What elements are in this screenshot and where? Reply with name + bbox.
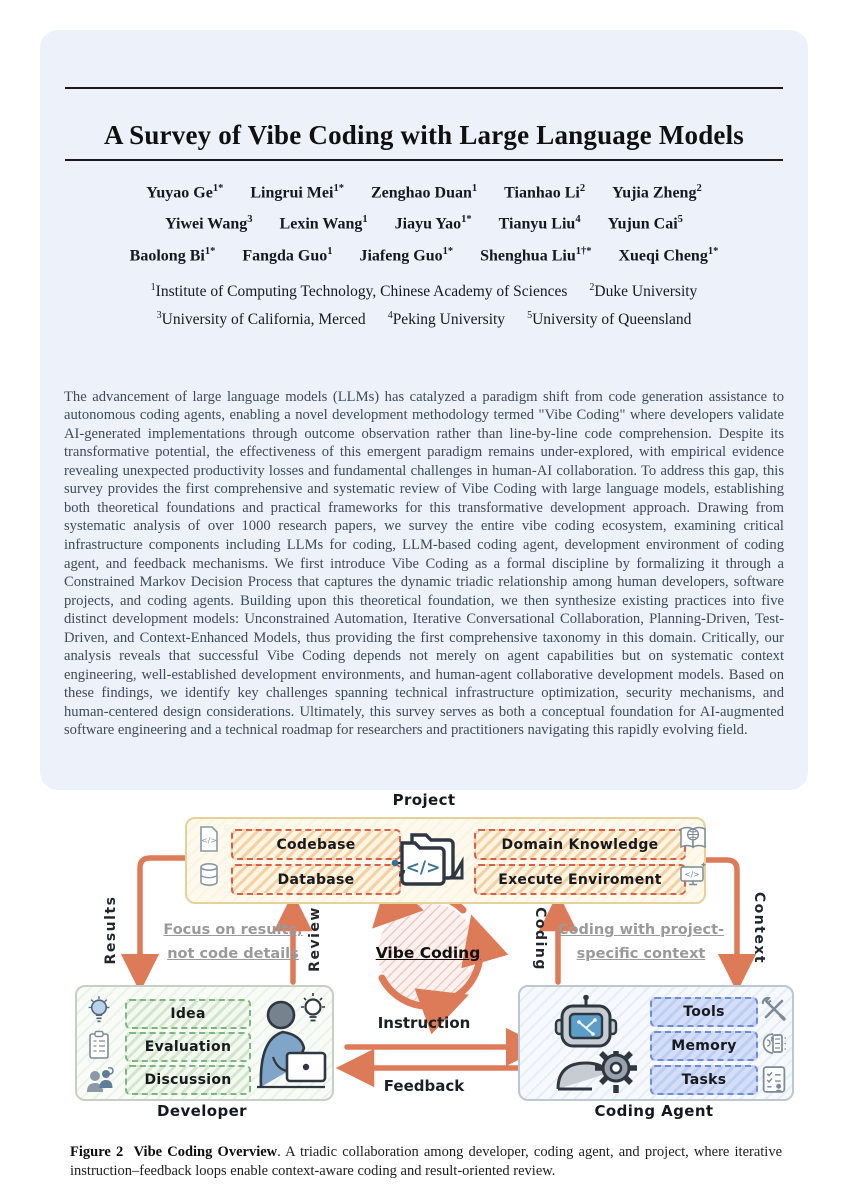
author: Tianhao Li$^2$: [504, 183, 586, 202]
author-row: [40, 246, 808, 265]
discussion-item: Discussion: [125, 1065, 251, 1095]
figure-caption-text: . A triadic collaboration among developer, coding agent, and project, where iterative instruction–feedback loops enable context-aware coding and result-oriented review.: [70, 1143, 783, 1179]
developer-panel: [75, 985, 334, 1101]
svg-text:</>: </>: [684, 870, 700, 879]
evaluation-item: Evaluation: [125, 1032, 251, 1062]
monitor-code-icon: [679, 861, 707, 892]
developer-label: Developer: [157, 1102, 247, 1120]
tasks-item: Tasks: [650, 1065, 758, 1095]
abstract-text: The advancement of large language models (LLMs) has catalyzed a paradigm shift from code generation assistance to autonomous coding agents, enabling a novel development methodology termed "Vibe Coding" where developers validate AI-generated implementations through outcome observation rather than line-by-line code comprehension. Despite its transformative potential, the effectiveness of this emergent paradigm remains under-explored, with empirical evidence revealing unexpected productivity losses and fundamental challenges in human-AI collaboration. To address this gap, this survey provides the first comprehensive and systematic review of Vibe Coding with large language models, establishing both theoretical foundations and practical frameworks for this transformative development approach. Drawing from systematic analysis of over 1000 research papers, we survey the entire vibe coding ecosystem, examining critical infrastructure components including LLMs for coding, LLM-based coding agent, development environment of coding agent, and feedback mechanisms. We first introduce Vibe Coding as a formal discipline by formalizing it through a Constrained Markov Decision Process that captures the dynamic triadic relationship among human developers, software projects, and coding agents. Building upon this theoretical foundation, we then synthesize existing practices into five distinct development models: Unconstrained Automation, Iterative Conversational Collaboration, Planning-Driven, Test-Driven, and Context-Enhanced Models, thus providing the first comprehensive taxonomy in this domain. Critically, our analysis reveals that successful Vibe Coding depends not merely on agent capabilities but on systematic context engineering, well-established development environments, and human-agent collaborative development models. Based on these findings, we identify key challenges spanning technical infrastructure optimization, security mechanisms, and human-centered design considerations. Ultimately, this survey serves as both a conceptual foundation for AI-augmented software engineering and a technical roadmap for researchers and practitioners navigating this rapidly evolving field.: [64, 388, 784, 739]
title-rule-bottom: [65, 159, 783, 161]
author: Jiafeng Guo$^{1*}$: [359, 245, 454, 264]
memory-item: Memory: [650, 1031, 758, 1061]
author: Shenghua Liu$^{1\dagger*}$: [480, 245, 592, 264]
project-panel: [185, 817, 706, 904]
idea-item: Idea: [125, 999, 251, 1029]
developer-avatar-icon: [253, 991, 329, 1099]
author: Fangda Guo$^1$: [242, 245, 333, 264]
affiliation: $^4$Peking University: [387, 310, 506, 329]
database-icon: [197, 861, 221, 893]
author-list: [40, 183, 808, 277]
coding-agent-label: Coding Agent: [594, 1102, 714, 1120]
title-rule-top: [65, 87, 783, 89]
domain-knowledge-item: Domain Knowledge: [474, 829, 686, 860]
figure-caption-title: Vibe Coding Overview: [133, 1143, 278, 1160]
affiliation: $^5$University of Queensland: [527, 310, 692, 329]
author-row: [40, 214, 808, 233]
author: Yujun Cai$^5$: [607, 214, 683, 233]
author: Tianyu Liu$^4$: [498, 214, 581, 233]
svg-text:</>: </>: [200, 836, 218, 845]
results-arrow-label: Results: [103, 895, 119, 965]
clipboard-icon: [86, 1030, 112, 1064]
book-globe-icon: [679, 824, 707, 855]
tools-icon: [760, 995, 787, 1026]
author: Yujia Zheng$^2$: [612, 183, 702, 202]
affiliation: $^2$Duke University: [589, 282, 698, 301]
memory-brain-icon: [760, 1030, 787, 1061]
coding-agent-panel: [518, 985, 794, 1101]
affiliation: $^3$University of California, Merced: [156, 310, 366, 329]
author: Baolong $Bi^{1*}$: [129, 245, 216, 264]
page-title: A Survey of Vibe Coding with Large Language Models: [103, 120, 745, 151]
affiliation-list: [40, 282, 808, 338]
folder-code-icon: [390, 823, 470, 901]
project-label: Project: [392, 791, 456, 809]
author: Lingrui Mei$^{1*}$: [250, 183, 344, 202]
svg-text:</>: </>: [405, 858, 441, 878]
author: Yuyao $Ge^{1*}$: [146, 183, 224, 202]
vibe-coding-label: Vibe Coding: [375, 944, 481, 962]
codebase-item: Codebase: [231, 829, 401, 860]
affiliation-row: [40, 310, 808, 329]
lightbulb-icon: [85, 994, 113, 1029]
database-item: Database: [231, 864, 401, 895]
code-file-icon: [197, 825, 221, 857]
tasks-checklist-icon: [761, 1065, 787, 1098]
figure-caption: [70, 1143, 782, 1182]
execute-environment-item: Execute Enviroment: [474, 864, 686, 895]
author: Jiayu Yao$^{1*}$: [394, 214, 472, 233]
instruction-label: Instruction: [377, 1014, 471, 1032]
figure-caption-label: Figure 2: [70, 1143, 124, 1160]
affiliation: $^1$Institute of Computing Technology, Chinese Academy of Sciences: [150, 282, 568, 301]
context-note: Coding with project- specific context: [557, 922, 725, 962]
author: Lexin Wang$^1$: [279, 214, 368, 233]
affiliation-row: [40, 282, 808, 301]
tools-item: Tools: [650, 997, 758, 1027]
coding-arrow-label: Coding: [532, 907, 548, 971]
review-arrow-label: Review: [307, 906, 323, 972]
discussion-icon: [85, 1066, 115, 1098]
figure-vibe-coding-overview: [0, 790, 848, 1135]
feedback-label: Feedback: [383, 1077, 465, 1095]
author: Yiwei Wang$^3$: [165, 214, 253, 233]
author: Zenghao Duan$^1$: [370, 183, 478, 202]
author: Xueqi Cheng$^{1*}$: [618, 245, 719, 264]
author-row: [40, 183, 808, 202]
robot-icon: [532, 993, 646, 1099]
context-arrow-label: Context: [751, 891, 767, 965]
paper-header-card: [40, 30, 808, 790]
results-note: Focus on results, not code details: [163, 922, 303, 962]
